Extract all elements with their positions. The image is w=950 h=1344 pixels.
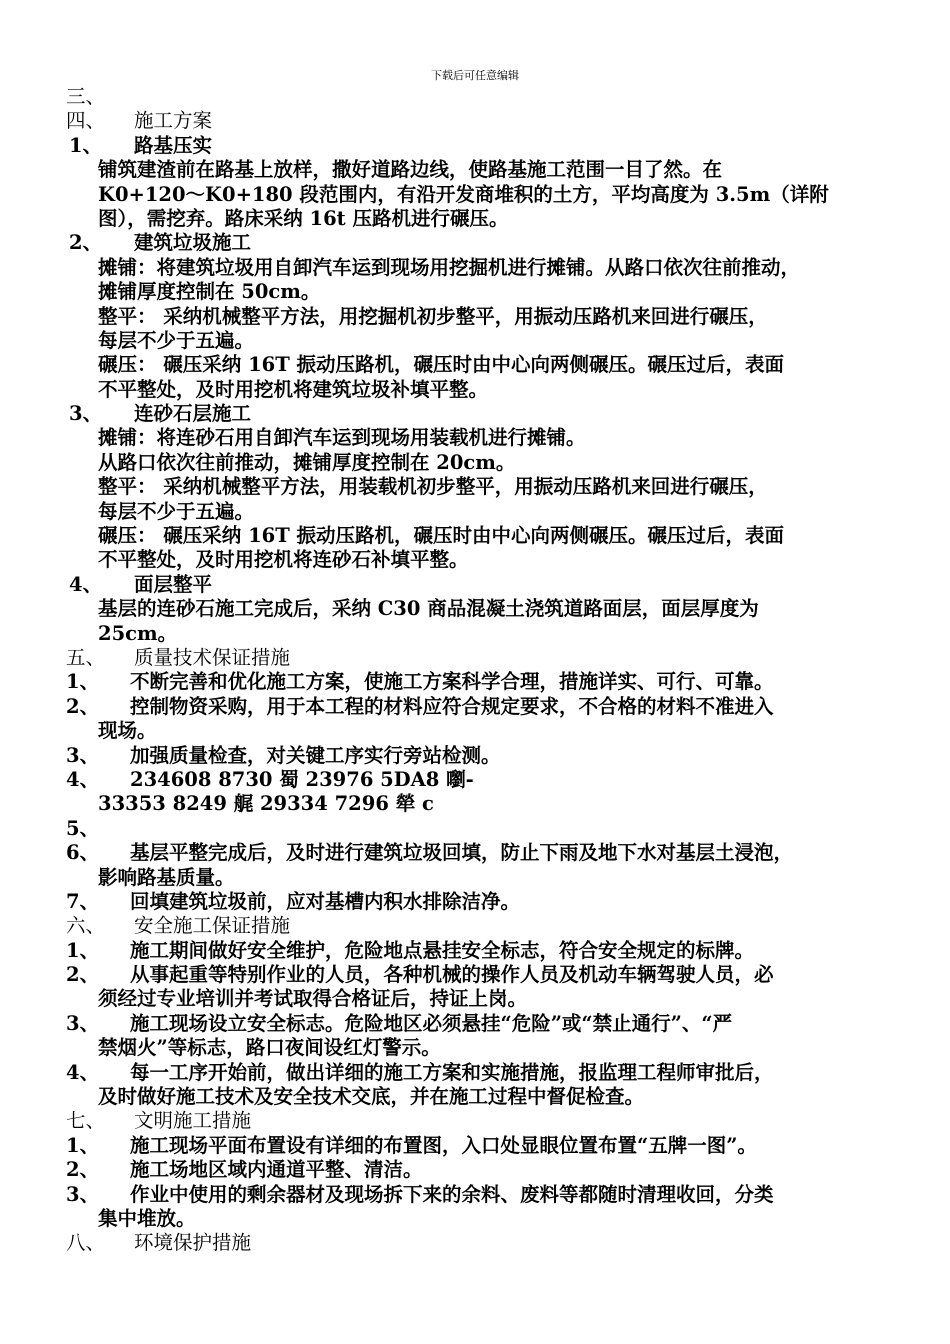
item-text: 每一工序开始前，做出详细的施工方案和实施措施，报监理工程师审批后， xyxy=(130,1060,774,1084)
item-number: 4、 xyxy=(66,767,100,791)
item-text: 施工期间做好安全维护，危险地点悬挂安全标志，符合安全规定的标牌。 xyxy=(130,938,755,962)
paragraph-line: 不平整处，及时用挖机将建筑垃圾补填平整。 xyxy=(98,377,489,401)
item-number: 3、 xyxy=(66,1182,100,1206)
page-header: 下载后可任意编辑 xyxy=(431,69,519,82)
numbered-item xyxy=(66,695,898,719)
item-text: 加强质量检查，对关键工序实行旁站检测。 xyxy=(130,743,501,767)
numbered-item xyxy=(66,817,898,841)
item-number: 2、 xyxy=(66,963,100,987)
paragraph-line: 从路口依次往前推动，摊铺厚度控制在 20cm。 xyxy=(98,450,516,474)
paragraph-line: 整平： 采纳机械整平方法，用装载机初步整平，用振动压路机来回进行碾压， xyxy=(98,475,768,499)
section-heading xyxy=(66,914,898,938)
paragraph-line: 摊铺：将建筑垃圾用自卸汽车运到现场用挖掘机进行摊铺。从路口依次往前推动， xyxy=(98,255,801,279)
item-text: 面层整平 xyxy=(134,572,213,596)
item-number: 五、 xyxy=(66,645,106,669)
item-text: 作业中使用的剩余器材及现场拆下来的余料、废料等都随时清理收回，分类 xyxy=(130,1182,774,1206)
section-heading xyxy=(66,1231,898,1255)
paragraph-line: 整平： 采纳机械整平方法，用挖掘机初步整平，用振动压路机来回进行碾压， xyxy=(98,304,768,328)
item-number: 八、 xyxy=(66,1231,106,1255)
item-text: 基层平整完成后，及时进行建筑垃圾回填，防止下雨及地下水对基层土浸泡， xyxy=(130,841,794,865)
item-text: 施工场地区域内通道平整、清洁。 xyxy=(130,1158,423,1182)
subsection-heading xyxy=(66,134,898,158)
paragraph-line: 基层的连砂石施工完成后，采纳 C30 商品混凝土浇筑道路面层，面层厚度为 xyxy=(98,597,759,621)
section-heading xyxy=(66,85,898,109)
numbered-item xyxy=(66,1158,898,1182)
item-number: 3、 xyxy=(66,743,100,767)
paragraph-line: K0+120～K0+180 段范围内，有沿开发商堆积的土方，平均高度为 3.5m（详附 xyxy=(98,182,829,206)
item-text: 建筑垃圾施工 xyxy=(134,231,252,255)
item-text: 施工方案 xyxy=(134,109,213,133)
item-number: 2、 xyxy=(69,231,103,255)
paragraph-line: 25cm。 xyxy=(98,621,178,645)
numbered-item xyxy=(66,939,898,963)
item-number: 4、 xyxy=(66,1060,100,1084)
numbered-item xyxy=(66,1134,898,1158)
item-text: 不断完善和优化施工方案，使施工方案科学合理，措施详实、可行、可靠。 xyxy=(130,670,774,694)
item-continuation: 须经过专业培训并考试取得合格证后，持证上岗。 xyxy=(98,987,528,1011)
item-continuation: 集中堆放。 xyxy=(98,1206,196,1230)
item-number: 六、 xyxy=(66,914,106,938)
item-text: 连砂石层施工 xyxy=(134,402,252,426)
numbered-item xyxy=(66,768,898,792)
item-text: 施工现场设立安全标志。危险地区必须悬挂“危险”或“禁止通行”、“严 xyxy=(130,1011,733,1035)
paragraph-line: 每层不少于五遍。 xyxy=(98,499,255,523)
section-heading xyxy=(66,1109,898,1133)
item-text: 环境保护措施 xyxy=(134,1231,252,1255)
item-text: 施工现场平面布置设有详细的布置图，入口处显眼位置布置“五牌一图”。 xyxy=(130,1133,757,1157)
item-number: 七、 xyxy=(66,1109,106,1133)
item-text: 从事起重等特别作业的人员，各种机械的操作人员及机动车辆驾驶人员，必 xyxy=(130,963,774,987)
item-text: 安全施工保证措施 xyxy=(134,914,291,938)
paragraph-line: 碾压： 碾压采纳 16T 振动压路机，碾压时由中心向两侧碾压。碾压过后，表面 xyxy=(98,353,785,377)
item-number: 3、 xyxy=(69,402,103,426)
paragraph-line: 碾压： 碾压采纳 16T 振动压路机，碾压时由中心向两侧碾压。碾压过后，表面 xyxy=(98,524,785,548)
item-text: 控制物资采购，用于本工程的材料应符合规定要求，不合格的材料不准进入 xyxy=(130,694,774,718)
numbered-item xyxy=(66,1012,898,1036)
section-heading xyxy=(66,646,898,670)
paragraph-line: 摊铺厚度控制在 50cm。 xyxy=(98,280,321,304)
item-text: 回填建筑垃圾前，应对基槽内积水排除洁净。 xyxy=(130,889,521,913)
item-text: 234608 8730 蜀 23976 5DA8 嚠- xyxy=(130,767,474,791)
section-heading xyxy=(66,109,898,133)
item-continuation: 禁烟火”等标志，路口夜间设红灯警示。 xyxy=(98,1036,441,1060)
item-continuation: 现场。 xyxy=(98,719,157,743)
document-body xyxy=(66,85,898,1256)
item-text: 文明施工措施 xyxy=(134,1109,252,1133)
item-number: 1、 xyxy=(69,133,103,157)
item-continuation: 影响路基质量。 xyxy=(98,865,235,889)
subsection-heading xyxy=(66,573,898,597)
item-text: 路基压实 xyxy=(134,133,213,157)
item-number: 2、 xyxy=(66,1158,100,1182)
numbered-item xyxy=(66,1061,898,1085)
item-number: 1、 xyxy=(66,938,100,962)
item-number: 4、 xyxy=(69,572,103,596)
item-number: 2、 xyxy=(66,694,100,718)
numbered-item xyxy=(66,963,898,987)
item-number: 1、 xyxy=(66,670,100,694)
item-number: 四、 xyxy=(66,109,106,133)
subsection-heading xyxy=(66,231,898,255)
numbered-item xyxy=(66,670,898,694)
paragraph-line: 铺筑建渣前在路基上放样，撒好道路边线，使路基施工范围一目了然。在 xyxy=(98,158,723,182)
numbered-item xyxy=(66,1183,898,1207)
item-number: 1、 xyxy=(66,1133,100,1157)
item-number: 6、 xyxy=(66,841,100,865)
item-number: 三、 xyxy=(66,85,106,108)
item-number: 5、 xyxy=(66,816,100,840)
item-continuation: 及时做好施工技术及安全技术交底，并在施工过程中督促检查。 xyxy=(98,1085,645,1109)
numbered-item xyxy=(66,890,898,914)
paragraph-line: 每层不少于五遍。 xyxy=(98,328,255,352)
subsection-heading xyxy=(66,402,898,426)
item-number: 7、 xyxy=(66,889,100,913)
numbered-item xyxy=(66,744,898,768)
paragraph-line: 图），需挖弃。路床采纳 16t 压路机进行碾压。 xyxy=(98,206,509,230)
item-text: 质量技术保证措施 xyxy=(134,645,291,669)
paragraph-line: 不平整处，及时用挖机将连砂石补填平整。 xyxy=(98,548,469,572)
numbered-item xyxy=(66,841,898,865)
item-number: 3、 xyxy=(66,1011,100,1035)
paragraph-line: 摊铺：将连砂石用自卸汽车运到现场用装载机进行摊铺。 xyxy=(98,426,586,450)
item-continuation: 33353 8249 艉 29334 7296 犖 c xyxy=(98,792,434,816)
